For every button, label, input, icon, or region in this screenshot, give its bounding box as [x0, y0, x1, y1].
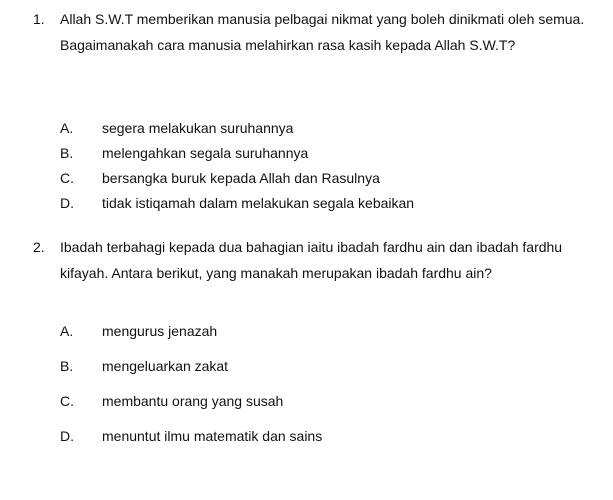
option-2-a[interactable] [0, 321, 613, 341]
option-letter: A. [60, 323, 74, 339]
option-1-a[interactable] [0, 118, 613, 138]
option-text: segera melakukan suruhannya [102, 120, 294, 136]
option-1-b[interactable] [0, 143, 613, 163]
option-letter: D. [60, 428, 74, 444]
option-1-c[interactable] [0, 168, 613, 188]
question-text: Ibadah terbahagi kepada dua bahagian iaitu ibadah fardhu ain dan ibadah fardhu kifayah. Antara berikut, yang manakah merupakan ibadah fardhu ain? [60, 239, 563, 281]
option-letter: D. [60, 195, 74, 211]
option-2-b[interactable] [0, 356, 613, 376]
question-1 [0, 6, 613, 86]
option-text: bersangka buruk kepada Allah dan Rasulnya [102, 170, 380, 186]
option-text: mengeluarkan zakat [102, 358, 229, 374]
option-letter: B. [60, 145, 74, 161]
option-text: melengahkan segala suruhannya [102, 145, 309, 161]
option-letter: A. [60, 120, 74, 136]
option-text: mengurus jenazah [102, 323, 218, 339]
question-2 [0, 234, 613, 288]
option-1-d[interactable] [0, 193, 613, 213]
option-2-d[interactable] [0, 426, 613, 446]
question-text: Allah S.W.T memberikan manusia pelbagai nikmat yang boleh dinikmati oleh semua. Bagaimanakah cara manusia melahirkan rasa kasih kepada Allah S.W.T? [60, 11, 585, 53]
option-text: menuntut ilmu matematik dan sains [102, 428, 323, 444]
option-text: tidak istiqamah dalam melakukan segala kebaikan [102, 195, 415, 211]
option-2-c[interactable] [0, 391, 613, 411]
option-letter: C. [60, 393, 74, 409]
option-text: membantu orang yang susah [102, 393, 284, 409]
option-letter: B. [60, 358, 74, 374]
option-letter: C. [60, 170, 74, 186]
question-number: 1. [33, 11, 45, 27]
question-number: 2. [33, 239, 45, 255]
